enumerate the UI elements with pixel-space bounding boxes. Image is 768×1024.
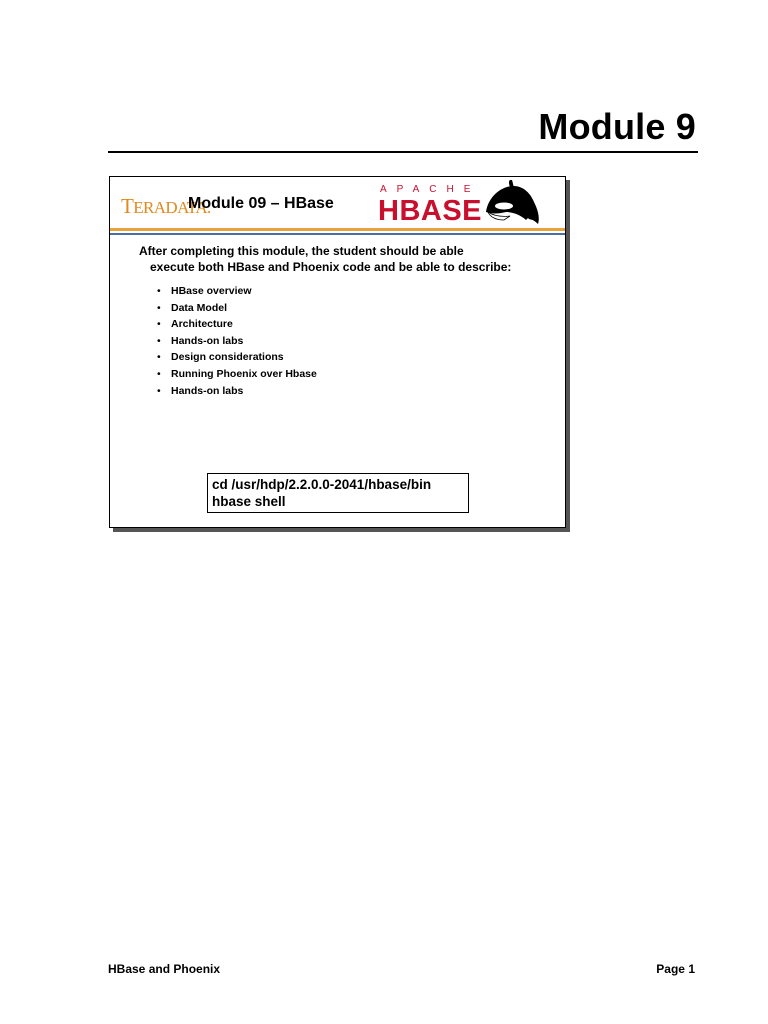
bullet-glyph: •	[157, 384, 161, 397]
slide-header	[110, 177, 565, 227]
orca-whale-icon	[486, 180, 539, 225]
footer-course-title: HBase and Phoenix	[108, 962, 221, 976]
list-item-label: HBase overview	[171, 285, 252, 297]
teradata-logo-initial: T	[121, 194, 134, 218]
bullet-glyph: •	[157, 318, 161, 331]
bullet-glyph: •	[157, 334, 161, 347]
bullet-glyph: •	[157, 301, 161, 314]
command-box	[207, 473, 469, 513]
list-item-label: Hands-on labs	[171, 334, 244, 347]
page-title: Module 9	[538, 106, 696, 147]
intro-text	[139, 243, 559, 275]
list-item-label: Data Model	[171, 301, 228, 314]
list-item-label: Hands-on labs	[171, 384, 244, 397]
topic-list	[157, 283, 317, 399]
list-item	[157, 283, 317, 300]
list-item	[157, 316, 317, 333]
header-rule-blue	[110, 233, 565, 235]
apache-text: APACHE	[380, 184, 481, 195]
list-item-label: Running Phoenix over Hbase	[171, 367, 317, 380]
list-item	[157, 333, 317, 350]
list-item	[157, 383, 317, 400]
command-line: cd /usr/hdp/2.2.0.0-2041/hbase/bin	[212, 477, 432, 492]
teradata-logo-rest: ERADATA.	[133, 198, 211, 217]
intro-line-2: execute both HBase and Phoenix code and be able to describe:	[150, 260, 512, 274]
slide-panel	[109, 176, 566, 528]
title-divider	[108, 151, 698, 153]
footer-page-number: Page 1	[656, 962, 695, 976]
hbase-text: HBASE	[378, 195, 483, 227]
command-line: hbase shell	[212, 494, 286, 509]
list-item-label: Architecture	[171, 318, 233, 331]
header-rule-orange	[110, 228, 565, 231]
bullet-glyph: •	[157, 351, 161, 364]
list-item	[157, 349, 317, 366]
list-item	[157, 366, 317, 383]
apache-hbase-logo	[376, 180, 546, 228]
bullet-glyph: •	[157, 367, 161, 380]
slide-title: Module 09 – HBase	[188, 195, 334, 212]
list-item	[157, 300, 317, 317]
bullet-glyph: •	[157, 285, 161, 297]
intro-line-1: After completing this module, the student should be able	[139, 244, 464, 258]
list-item-label: Design considerations	[171, 351, 284, 364]
